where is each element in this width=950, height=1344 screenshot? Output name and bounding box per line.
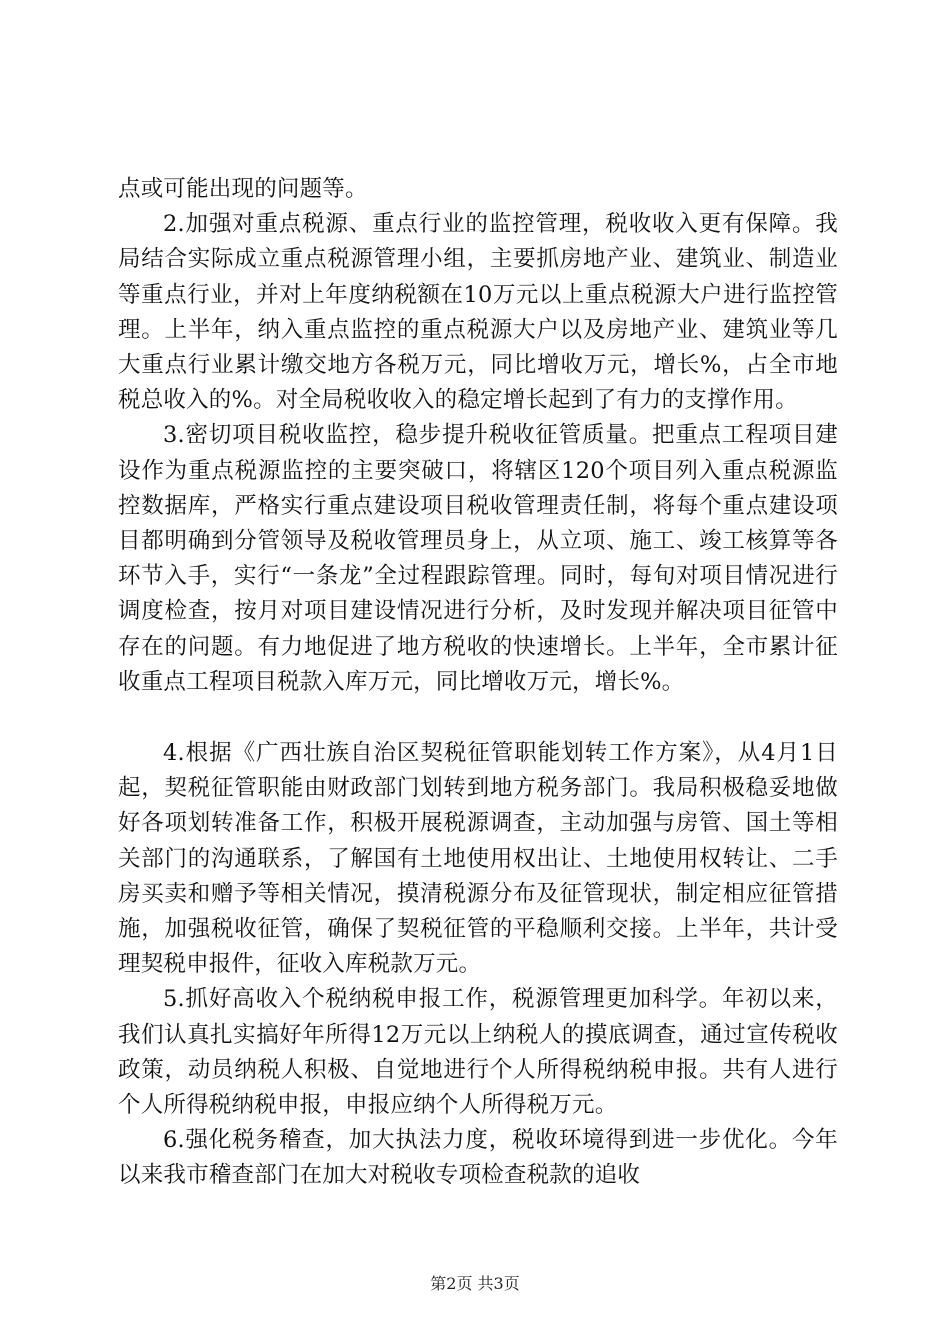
paragraph-continuation: 点或可能出现的问题等。 [118,176,368,202]
document-body [118,172,838,1194]
paragraph-item-2: 2.加强对重点税源、重点行业的监控管理，税收收入更有保障。我局结合实际成立重点税源管理小组，主要抓房地产业、建筑业、制造业等重点行业，并对上年度纳税额在10万元以上重点税源大户进行监控管理。上半年，纳入重点监控的重点税源大户以及房地产业、建筑业等几大重点行业累计缴交地方各税万元，同比增收万元，增长%，占全市地税总收入的%。对全局税收收入的稳定增长起到了有力的支撑作用。 [118,211,838,414]
paragraph-item-6: 6.强化税务稽查，加大执法力度，税收环境得到进一步优化。今年以来我市稽查部门在加大对税收专项检查税款的追收 [118,1127,838,1189]
page-number-footer: 第2页 共3页 [430,1274,520,1293]
paragraph-item-5: 5.抓好高收入个税纳税申报工作，税源管理更加科学。年初以来，我们认真扎实搞好年所得12万元以上纳税人的摸底调查，通过宣传税收政策，动员纳税人积极、自觉地进行个人所得税纳税申报。共有人进行个人所得税纳税申报，申报应纳个人所得税万元。 [118,986,838,1119]
paragraph-item-3: 3.密切项目税收监控，稳步提升税收征管质量。把重点工程项目建设作为重点税源监控的主要突破口，将辖区120个项目列入重点税源监控数据库，严格实行重点建设项目税收管理责任制，将每个重点建设项目都明确到分管领导及税收管理员身上，从立项、施工、竣工核算等各环节入手，实行“一条龙”全过程跟踪管理。同时，每旬对项目情况进行调度检查，按月对项目建设情况进行分析，及时发现并解决项目征管中存在的问题。有力地促进了地方税收的快速增长。上半年，全市累计征收重点工程项目税款入库万元，同比增收万元，增长%。 [118,422,838,695]
paragraph-item-4: 4.根据《广西壮族自治区契税征管职能划转工作方案》，从4月1日起，契税征管职能由财政部门划转到地方税务部门。我局积极稳妥地做好各项划转准备工作，积极开展税源调查，主动加强与房管、国土等相关部门的沟通联系，了解国有土地使用权出让、土地使用权转让、二手房买卖和赠予等相关情况，摸清税源分布及征管现状，制定相应征管措施，加强税收征管，确保了契税征管的平稳顺利交接。上半年，共计受理契税申报件，征收入库税款万元。 [118,740,838,978]
